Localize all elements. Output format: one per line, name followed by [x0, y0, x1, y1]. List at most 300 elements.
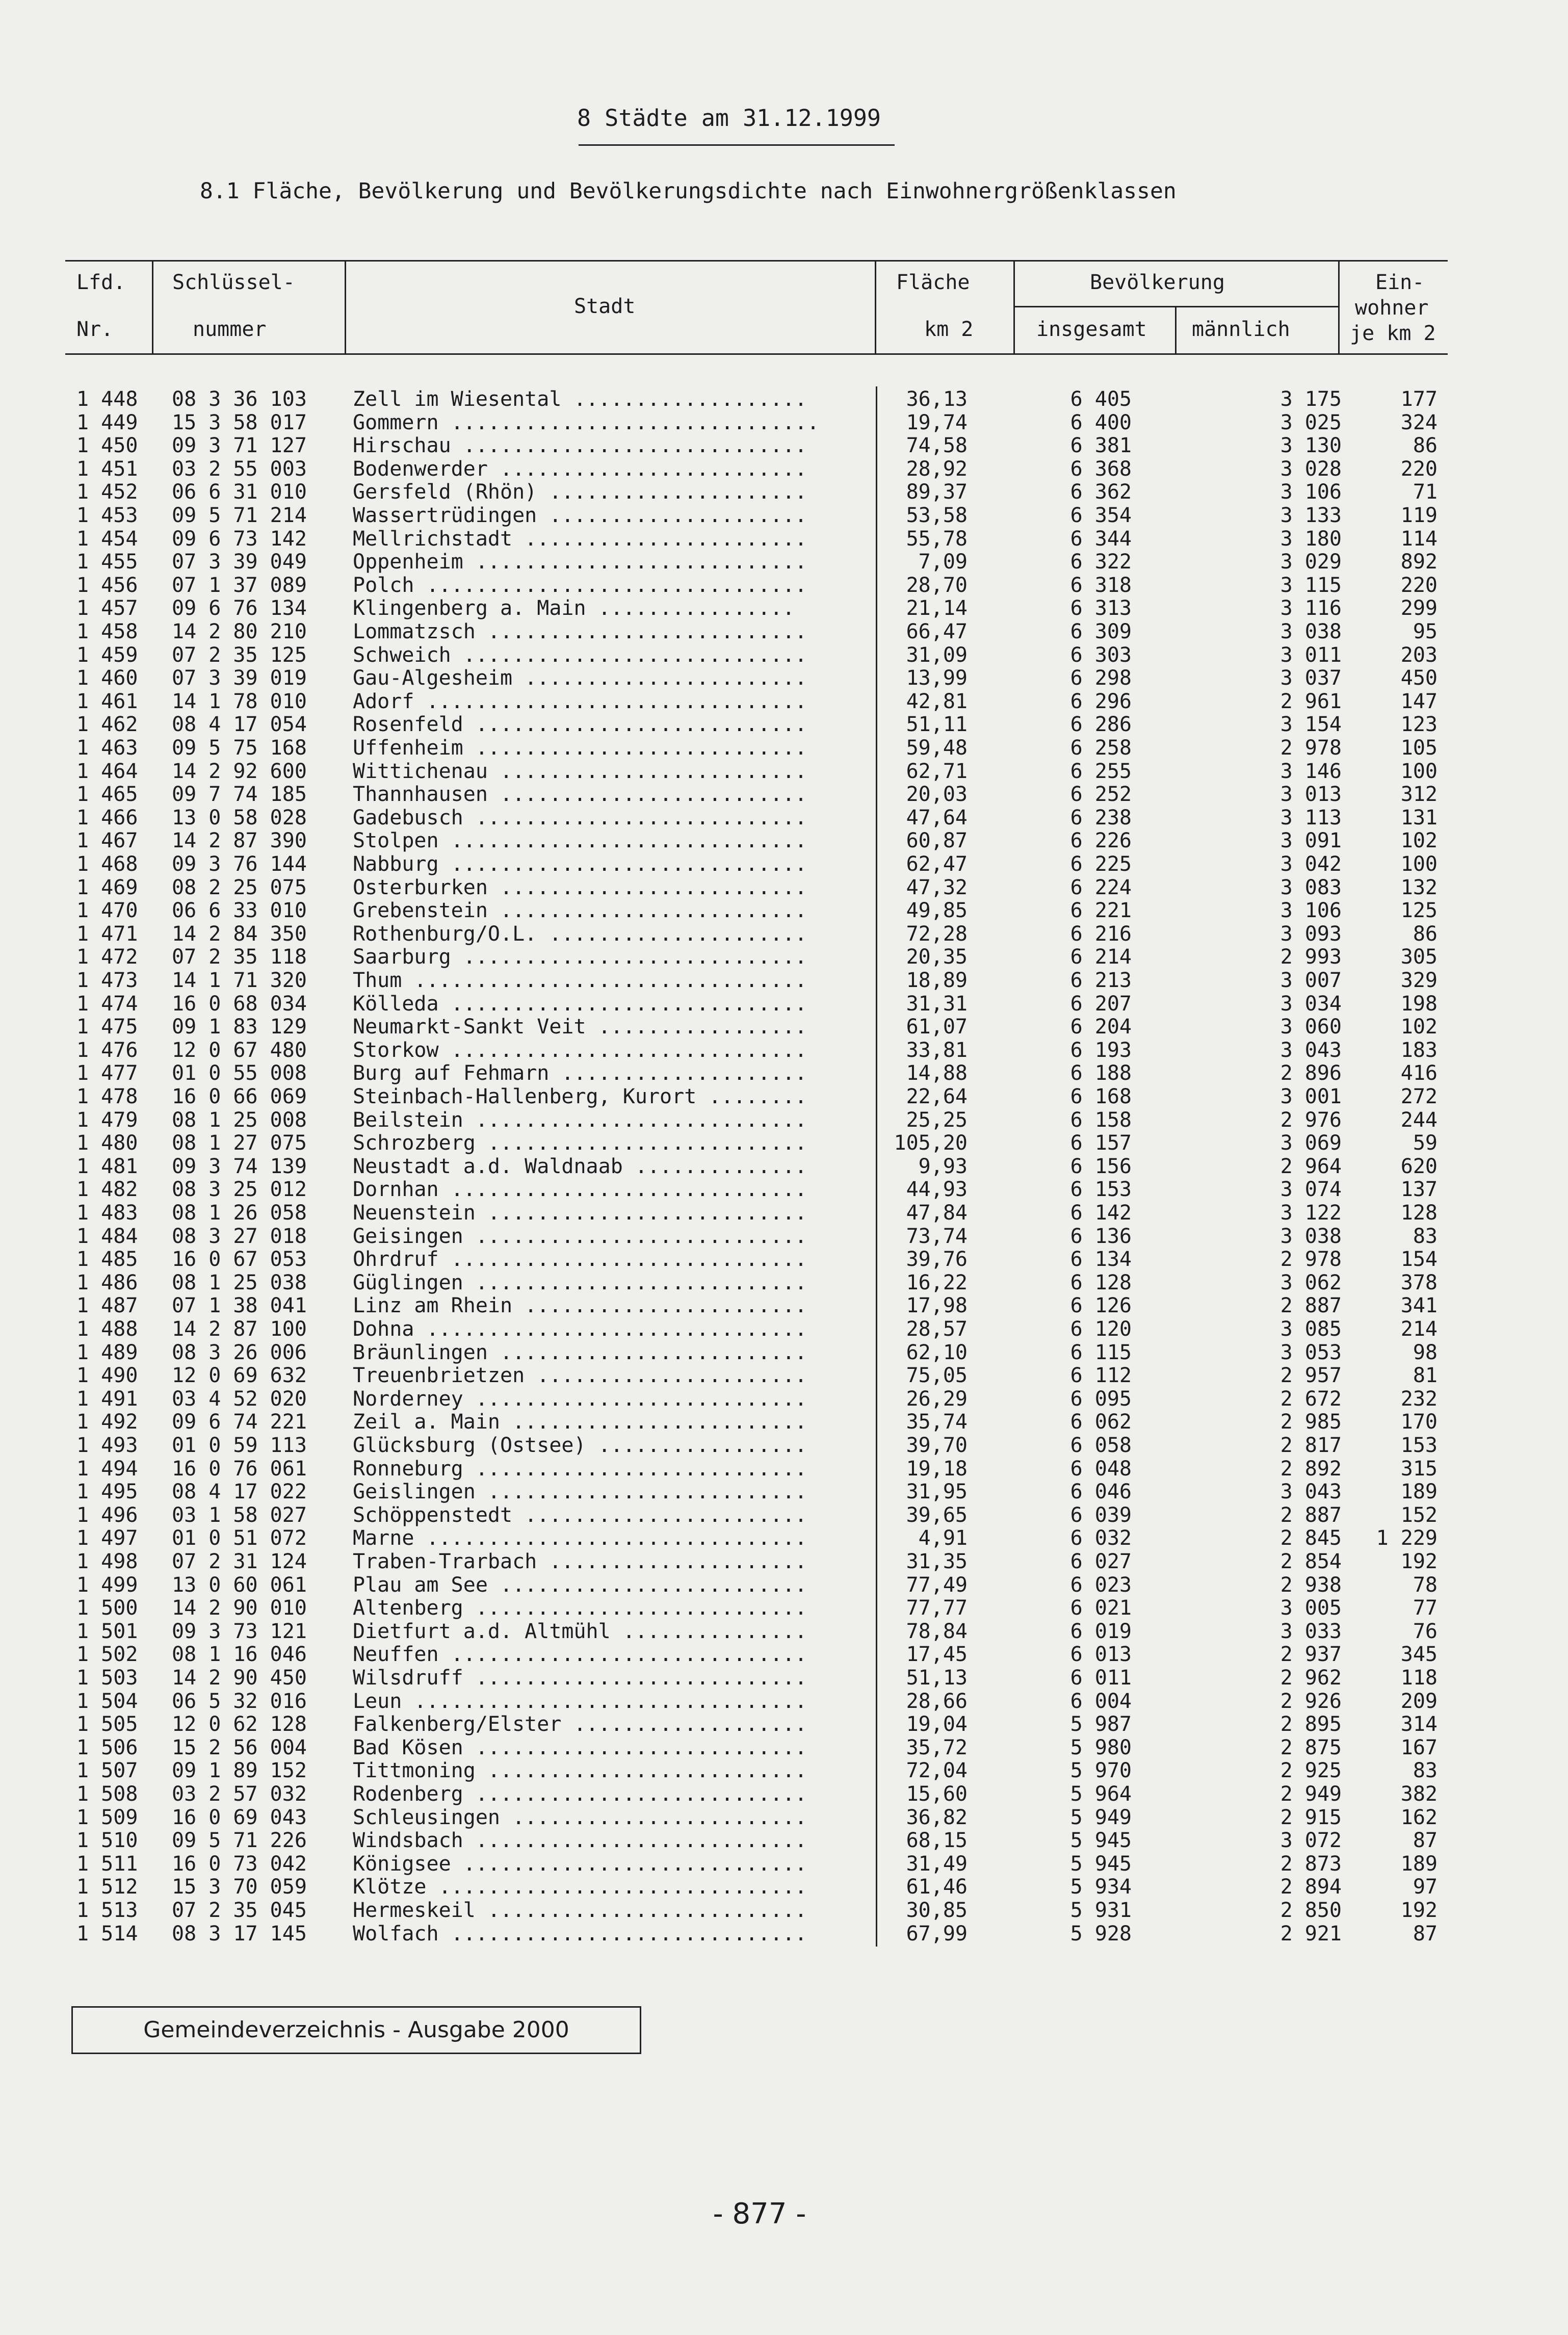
- schluessel-cell: 08 4 17 022: [172, 1480, 307, 1504]
- einwohner-je-km2-cell: 78: [1413, 1573, 1438, 1597]
- table-header: [65, 260, 1448, 355]
- bevoelkerung-insgesamt-cell: 6 214: [1070, 945, 1132, 969]
- lfd-nr-cell: 1 494: [76, 1457, 138, 1481]
- lfd-nr-cell: 1 484: [76, 1224, 138, 1248]
- bevoelkerung-maennlich-cell: 3 091: [1280, 829, 1342, 853]
- bevoelkerung-insgesamt-cell: 6 313: [1070, 596, 1132, 620]
- lfd-nr-cell: 1 504: [76, 1689, 138, 1713]
- schluessel-cell: 07 2 31 124: [172, 1550, 307, 1573]
- schluessel-cell: 13 0 58 028: [172, 806, 307, 829]
- einwohner-je-km2-cell: 102: [1400, 1015, 1438, 1039]
- bevoelkerung-insgesamt-cell: 6 032: [1070, 1526, 1132, 1550]
- flaeche-cell: 31,95: [906, 1480, 968, 1504]
- einwohner-je-km2-cell: 189: [1400, 1852, 1438, 1876]
- schluessel-cell: 16 0 76 061: [172, 1457, 307, 1481]
- einwohner-je-km2-cell: 71: [1413, 480, 1438, 504]
- schluessel-cell: 08 1 27 075: [172, 1131, 307, 1155]
- schluessel-cell: 08 3 26 006: [172, 1340, 307, 1364]
- flaeche-cell: 66,47: [906, 620, 968, 643]
- stadt-cell: Gommern ..............................: [353, 410, 820, 434]
- stadt-cell: Wolfach .............................: [353, 1922, 807, 1945]
- lfd-nr-cell: 1 495: [76, 1480, 138, 1504]
- table-row: [0, 1526, 1568, 1550]
- flaeche-cell: 89,37: [906, 480, 968, 504]
- bevoelkerung-maennlich-cell: 2 925: [1280, 1759, 1342, 1783]
- einwohner-je-km2-cell: 244: [1400, 1108, 1438, 1132]
- header-divider: [1338, 262, 1340, 353]
- lfd-nr-cell: 1 459: [76, 643, 138, 667]
- flaeche-cell: 75,05: [906, 1364, 968, 1388]
- schluessel-cell: 01 0 55 008: [172, 1061, 307, 1085]
- flaeche-cell: 47,32: [906, 875, 968, 899]
- lfd-nr-cell: 1 501: [76, 1619, 138, 1643]
- bevoelkerung-maennlich-cell: 2 915: [1280, 1805, 1342, 1829]
- flaeche-cell: 36,82: [906, 1805, 968, 1829]
- bevoelkerung-maennlich-cell: 3 060: [1280, 1015, 1342, 1039]
- stadt-cell: Uffenheim ...........................: [353, 736, 807, 760]
- flaeche-cell: 31,09: [906, 643, 968, 667]
- bevoelkerung-insgesamt-cell: 6 046: [1070, 1480, 1132, 1504]
- bevoelkerung-maennlich-cell: 3 043: [1280, 1480, 1342, 1504]
- bevoelkerung-maennlich-cell: 2 938: [1280, 1573, 1342, 1597]
- bevoelkerung-maennlich-cell: 3 093: [1280, 922, 1342, 946]
- bevoelkerung-insgesamt-cell: 6 213: [1070, 969, 1132, 992]
- schluessel-cell: 08 1 16 046: [172, 1643, 307, 1667]
- einwohner-je-km2-cell: 100: [1400, 759, 1438, 783]
- bevoelkerung-maennlich-cell: 3 146: [1280, 759, 1342, 783]
- bevoelkerung-insgesamt-cell: 6 318: [1070, 573, 1132, 597]
- bevoelkerung-maennlich-cell: 2 949: [1280, 1782, 1342, 1806]
- stadt-cell: Thum ................................: [353, 969, 807, 992]
- flaeche-cell: 9,93: [918, 1154, 968, 1178]
- lfd-nr-cell: 1 498: [76, 1550, 138, 1573]
- stadt-cell: Steinbach-Hallenberg, Kurort ........: [353, 1085, 807, 1108]
- schluessel-cell: 14 2 87 390: [172, 829, 307, 853]
- schluessel-cell: 15 3 70 059: [172, 1875, 307, 1899]
- schluessel-cell: 08 1 25 008: [172, 1108, 307, 1132]
- lfd-nr-cell: 1 487: [76, 1294, 138, 1318]
- table-row: [0, 1713, 1568, 1736]
- lfd-nr-cell: 1 457: [76, 596, 138, 620]
- flaeche-cell: 72,04: [906, 1759, 968, 1783]
- schluessel-cell: 09 5 71 214: [172, 504, 307, 527]
- table-row: [0, 574, 1568, 597]
- bevoelkerung-insgesamt-cell: 6 224: [1070, 875, 1132, 899]
- table-row: [0, 1852, 1568, 1876]
- bevoelkerung-maennlich-cell: 3 053: [1280, 1340, 1342, 1364]
- bevoelkerung-insgesamt-cell: 6 156: [1070, 1154, 1132, 1178]
- lfd-nr-cell: 1 476: [76, 1038, 138, 1062]
- table-row: [0, 666, 1568, 690]
- title-underline: [579, 144, 895, 146]
- schluessel-cell: 09 6 76 134: [172, 596, 307, 620]
- bevoelkerung-maennlich-cell: 2 817: [1280, 1434, 1342, 1457]
- schluessel-cell: 08 3 25 012: [172, 1178, 307, 1202]
- stadt-cell: Lommatzsch ..........................: [353, 620, 807, 643]
- bevoelkerung-insgesamt-cell: 6 193: [1070, 1038, 1132, 1062]
- flaeche-cell: 53,58: [906, 504, 968, 527]
- schluessel-cell: 09 1 89 152: [172, 1759, 307, 1783]
- lfd-nr-cell: 1 514: [76, 1922, 138, 1945]
- schluessel-cell: 14 2 90 010: [172, 1596, 307, 1620]
- bevoelkerung-insgesamt-cell: 6 120: [1070, 1317, 1132, 1341]
- bevoelkerung-maennlich-cell: 2 892: [1280, 1457, 1342, 1481]
- table-row: [0, 1457, 1568, 1481]
- bevoelkerung-maennlich-cell: 2 978: [1280, 1248, 1342, 1272]
- bevoelkerung-insgesamt-cell: 5 945: [1070, 1829, 1132, 1853]
- lfd-nr-cell: 1 512: [76, 1875, 138, 1899]
- stadt-cell: Osterburken .........................: [353, 875, 807, 899]
- schluessel-cell: 12 0 67 480: [172, 1038, 307, 1062]
- table-row: [0, 992, 1568, 1016]
- header-bevoelkerung: Bevölkerung: [1090, 271, 1225, 294]
- stadt-cell: Traben-Trarbach .....................: [353, 1550, 807, 1573]
- flaeche-cell: 7,09: [918, 550, 968, 574]
- table-row: [0, 1480, 1568, 1503]
- lfd-nr-cell: 1 513: [76, 1899, 138, 1922]
- table-row: [0, 852, 1568, 876]
- bevoelkerung-insgesamt-cell: 6 322: [1070, 550, 1132, 574]
- flaeche-cell: 14,88: [906, 1061, 968, 1085]
- table-row: [0, 1248, 1568, 1271]
- einwohner-je-km2-cell: 892: [1400, 550, 1438, 574]
- stadt-cell: Gadebusch ...........................: [353, 806, 807, 829]
- lfd-nr-cell: 1 500: [76, 1596, 138, 1620]
- table-row: [0, 876, 1568, 899]
- schluessel-cell: 12 0 62 128: [172, 1713, 307, 1736]
- bevoelkerung-insgesamt-cell: 5 945: [1070, 1852, 1132, 1876]
- table-row: [0, 1596, 1568, 1620]
- flaeche-cell: 15,60: [906, 1782, 968, 1806]
- schluessel-cell: 06 6 31 010: [172, 480, 307, 504]
- table-row: [0, 1899, 1568, 1922]
- bevoelkerung-maennlich-cell: 3 085: [1280, 1317, 1342, 1341]
- bevoelkerung-insgesamt-cell: 5 964: [1070, 1782, 1132, 1806]
- schluessel-cell: 09 5 75 168: [172, 736, 307, 760]
- einwohner-je-km2-cell: 341: [1400, 1294, 1438, 1318]
- flaeche-cell: 19,74: [906, 410, 968, 434]
- stadt-cell: Stolpen .............................: [353, 829, 807, 853]
- lfd-nr-cell: 1 454: [76, 527, 138, 551]
- einwohner-je-km2-cell: 102: [1400, 829, 1438, 853]
- table-row: [0, 899, 1568, 922]
- lfd-nr-cell: 1 505: [76, 1713, 138, 1736]
- lfd-nr-cell: 1 480: [76, 1131, 138, 1155]
- bevoelkerung-maennlich-cell: 3 028: [1280, 457, 1342, 481]
- bevoelkerung-maennlich-cell: 3 062: [1280, 1270, 1342, 1294]
- bevoelkerung-maennlich-cell: 2 921: [1280, 1922, 1342, 1945]
- einwohner-je-km2-cell: 59: [1413, 1131, 1438, 1155]
- bevoelkerung-insgesamt-cell: 6 158: [1070, 1108, 1132, 1132]
- table-row: [0, 1550, 1568, 1573]
- lfd-nr-cell: 1 448: [76, 387, 138, 411]
- einwohner-je-km2-cell: 125: [1400, 899, 1438, 923]
- bevoelkerung-insgesamt-cell: 6 216: [1070, 922, 1132, 946]
- bevoelkerung-insgesamt-cell: 6 011: [1070, 1666, 1132, 1690]
- bevoelkerung-insgesamt-cell: 6 153: [1070, 1178, 1132, 1202]
- bevoelkerung-insgesamt-cell: 6 255: [1070, 759, 1132, 783]
- table-row: [0, 1922, 1568, 1945]
- einwohner-je-km2-cell: 220: [1400, 457, 1438, 481]
- lfd-nr-cell: 1 451: [76, 457, 138, 481]
- stadt-cell: Rothenburg/O.L. .....................: [353, 922, 807, 946]
- einwohner-je-km2-cell: 220: [1400, 573, 1438, 597]
- lfd-nr-cell: 1 455: [76, 550, 138, 574]
- schluessel-cell: 03 1 58 027: [172, 1503, 307, 1527]
- flaeche-cell: 21,14: [906, 596, 968, 620]
- flaeche-cell: 73,74: [906, 1224, 968, 1248]
- header-divider: [152, 262, 153, 353]
- lfd-nr-cell: 1 453: [76, 504, 138, 527]
- table-row: [0, 806, 1568, 829]
- stadt-cell: Gau-Algesheim .......................: [353, 666, 807, 690]
- einwohner-je-km2-cell: 324: [1400, 410, 1438, 434]
- stadt-cell: Wilsdruff ...........................: [353, 1666, 807, 1690]
- bevoelkerung-maennlich-cell: 3 034: [1280, 992, 1342, 1016]
- lfd-nr-cell: 1 489: [76, 1340, 138, 1364]
- einwohner-je-km2-cell: 177: [1400, 387, 1438, 411]
- einwohner-je-km2-cell: 192: [1400, 1899, 1438, 1922]
- schluessel-cell: 07 3 39 049: [172, 550, 307, 574]
- bevoelkerung-insgesamt-cell: 6 142: [1070, 1201, 1132, 1225]
- bevoelkerung-maennlich-cell: 2 926: [1280, 1689, 1342, 1713]
- schluessel-cell: 09 7 74 185: [172, 783, 307, 807]
- stadt-cell: Mellrichstadt .......................: [353, 527, 807, 551]
- stadt-cell: Marne ...............................: [353, 1526, 807, 1550]
- bevoelkerung-maennlich-cell: 2 894: [1280, 1875, 1342, 1899]
- schluessel-cell: 08 2 25 075: [172, 875, 307, 899]
- bevoelkerung-insgesamt-cell: 6 252: [1070, 783, 1132, 807]
- flaeche-cell: 31,35: [906, 1550, 968, 1573]
- bevoelkerung-insgesamt-cell: 5 980: [1070, 1735, 1132, 1759]
- header-divider: [875, 262, 876, 353]
- bevoelkerung-insgesamt-cell: 6 126: [1070, 1294, 1132, 1318]
- flaeche-cell: 42,81: [906, 689, 968, 713]
- bevoelkerung-maennlich-cell: 2 875: [1280, 1735, 1342, 1759]
- stadt-cell: Bad Kösen ...........................: [353, 1735, 807, 1759]
- bevoelkerung-maennlich-cell: 2 887: [1280, 1503, 1342, 1527]
- stadt-cell: Güglingen ...........................: [353, 1270, 807, 1294]
- header-schluessel: Schlüssel-: [172, 271, 295, 294]
- einwohner-je-km2-cell: 119: [1400, 504, 1438, 527]
- einwohner-je-km2-cell: 118: [1400, 1666, 1438, 1690]
- bevoelkerung-maennlich-cell: 3 154: [1280, 713, 1342, 737]
- bevoelkerung-insgesamt-cell: 6 134: [1070, 1248, 1132, 1272]
- header-divider: [345, 262, 346, 353]
- lfd-nr-cell: 1 490: [76, 1364, 138, 1388]
- footer-label: Gemeindeverzeichnis - Ausgabe 2000: [143, 2017, 569, 2043]
- flaeche-cell: 22,64: [906, 1085, 968, 1108]
- table-row: [0, 1806, 1568, 1829]
- einwohner-je-km2-cell: 83: [1413, 1224, 1438, 1248]
- flaeche-cell: 51,13: [906, 1666, 968, 1690]
- stadt-cell: Beilstein ...........................: [353, 1108, 807, 1132]
- einwohner-je-km2-cell: 189: [1400, 1480, 1438, 1504]
- page-number: - 877 -: [713, 2197, 806, 2230]
- stadt-cell: Kölleda .............................: [353, 992, 807, 1016]
- schluessel-cell: 16 0 73 042: [172, 1852, 307, 1876]
- stadt-cell: Saarburg ............................: [353, 945, 807, 969]
- schluessel-cell: 07 2 35 118: [172, 945, 307, 969]
- einwohner-je-km2-cell: 128: [1400, 1201, 1438, 1225]
- einwohner-je-km2-cell: 76: [1413, 1619, 1438, 1643]
- stadt-cell: Grebenstein .........................: [353, 899, 807, 923]
- bevoelkerung-insgesamt-cell: 6 019: [1070, 1619, 1132, 1643]
- stadt-cell: Storkow .............................: [353, 1038, 807, 1062]
- stadt-cell: Glücksburg (Ostsee) .................: [353, 1434, 807, 1457]
- bevoelkerung-insgesamt-cell: 5 928: [1070, 1922, 1132, 1945]
- table-row: [0, 1410, 1568, 1434]
- table-row: [0, 434, 1568, 457]
- stadt-cell: Zeil a. Main ........................: [353, 1410, 807, 1434]
- einwohner-je-km2-cell: 232: [1400, 1387, 1438, 1411]
- einwohner-je-km2-cell: 105: [1400, 736, 1438, 760]
- einwohner-je-km2-cell: 167: [1400, 1735, 1438, 1759]
- bevoelkerung-maennlich-cell: 2 873: [1280, 1852, 1342, 1876]
- flaeche-cell: 28,57: [906, 1317, 968, 1341]
- bevoelkerung-maennlich-cell: 3 074: [1280, 1178, 1342, 1202]
- einwohner-je-km2-cell: 315: [1400, 1457, 1438, 1481]
- bevoelkerung-maennlich-cell: 3 116: [1280, 596, 1342, 620]
- stadt-cell: Geislingen ..........................: [353, 1480, 807, 1504]
- bevoelkerung-insgesamt-cell: 6 062: [1070, 1410, 1132, 1434]
- table-row: [0, 387, 1568, 411]
- bevoelkerung-insgesamt-cell: 6 344: [1070, 527, 1132, 551]
- flaeche-cell: 19,18: [906, 1457, 968, 1481]
- header-km2: km 2: [924, 318, 974, 341]
- flaeche-cell: 39,76: [906, 1248, 968, 1272]
- table-row: [0, 1736, 1568, 1759]
- bevoelkerung-maennlich-cell: 3 013: [1280, 783, 1342, 807]
- table-row: [0, 1015, 1568, 1039]
- table-row: [0, 411, 1568, 434]
- header-ein: Ein-: [1375, 271, 1425, 294]
- schluessel-cell: 13 0 60 061: [172, 1573, 307, 1597]
- einwohner-je-km2-cell: 100: [1400, 852, 1438, 876]
- table-row: [0, 1387, 1568, 1411]
- bevoelkerung-insgesamt-cell: 6 128: [1070, 1270, 1132, 1294]
- stadt-cell: Dornhan .............................: [353, 1178, 807, 1202]
- lfd-nr-cell: 1 472: [76, 945, 138, 969]
- bevoelkerung-maennlich-cell: 3 130: [1280, 434, 1342, 458]
- einwohner-je-km2-cell: 137: [1400, 1178, 1438, 1202]
- bevoelkerung-insgesamt-cell: 6 095: [1070, 1387, 1132, 1411]
- lfd-nr-cell: 1 467: [76, 829, 138, 853]
- header-lfd: Lfd.: [76, 271, 126, 294]
- bevoelkerung-maennlich-cell: 3 001: [1280, 1085, 1342, 1108]
- einwohner-je-km2-cell: 81: [1413, 1364, 1438, 1388]
- stadt-cell: Oppenheim ...........................: [353, 550, 807, 574]
- einwohner-je-km2-cell: 312: [1400, 783, 1438, 807]
- bevoelkerung-insgesamt-cell: 6 303: [1070, 643, 1132, 667]
- lfd-nr-cell: 1 481: [76, 1154, 138, 1178]
- bevoelkerung-maennlich-cell: 2 895: [1280, 1713, 1342, 1736]
- einwohner-je-km2-cell: 299: [1400, 596, 1438, 620]
- bevoelkerung-maennlich-cell: 3 037: [1280, 666, 1342, 690]
- flaeche-cell: 61,07: [906, 1015, 968, 1039]
- lfd-nr-cell: 1 483: [76, 1201, 138, 1225]
- einwohner-je-km2-cell: 132: [1400, 875, 1438, 899]
- bevoelkerung-insgesamt-cell: 6 157: [1070, 1131, 1132, 1155]
- table-row: [0, 1690, 1568, 1713]
- bevoelkerung-insgesamt-cell: 6 136: [1070, 1224, 1132, 1248]
- einwohner-je-km2-cell: 1 229: [1376, 1526, 1438, 1550]
- flaeche-cell: 28,66: [906, 1689, 968, 1713]
- lfd-nr-cell: 1 508: [76, 1782, 138, 1806]
- bevoelkerung-maennlich-cell: 2 962: [1280, 1666, 1342, 1690]
- bevoelkerung-insgesamt-cell: 6 112: [1070, 1364, 1132, 1388]
- table-row: [0, 783, 1568, 806]
- einwohner-je-km2-cell: 95: [1413, 620, 1438, 643]
- flaeche-cell: 51,11: [906, 713, 968, 737]
- stadt-cell: Wittichenau .........................: [353, 759, 807, 783]
- schluessel-cell: 07 3 39 019: [172, 666, 307, 690]
- stadt-cell: Ronneburg ...........................: [353, 1457, 807, 1481]
- lfd-nr-cell: 1 475: [76, 1015, 138, 1039]
- bevoelkerung-insgesamt-cell: 6 204: [1070, 1015, 1132, 1039]
- bevoelkerung-maennlich-cell: 2 672: [1280, 1387, 1342, 1411]
- flaeche-cell: 36,13: [906, 387, 968, 411]
- flaeche-cell: 20,03: [906, 783, 968, 807]
- stadt-cell: Ohrdruf .............................: [353, 1248, 807, 1272]
- table-row: [0, 690, 1568, 713]
- table-row: [0, 1782, 1568, 1806]
- einwohner-je-km2-cell: 203: [1400, 643, 1438, 667]
- schluessel-cell: 14 2 90 450: [172, 1666, 307, 1690]
- schluessel-cell: 08 1 25 038: [172, 1270, 307, 1294]
- table-row: [0, 480, 1568, 504]
- flaeche-cell: 62,71: [906, 759, 968, 783]
- schluessel-cell: 08 3 36 103: [172, 387, 307, 411]
- einwohner-je-km2-cell: 162: [1400, 1805, 1438, 1829]
- schluessel-cell: 08 3 27 018: [172, 1224, 307, 1248]
- table-row: [0, 1829, 1568, 1852]
- bevoelkerung-insgesamt-cell: 6 400: [1070, 410, 1132, 434]
- table-row: [0, 643, 1568, 667]
- stadt-cell: Tittmoning ..........................: [353, 1759, 807, 1783]
- bevoelkerung-insgesamt-cell: 6 309: [1070, 620, 1132, 643]
- flaeche-cell: 20,35: [906, 945, 968, 969]
- bevoelkerung-maennlich-cell: 3 180: [1280, 527, 1342, 551]
- lfd-nr-cell: 1 492: [76, 1410, 138, 1434]
- stadt-cell: Wassertrüdingen .....................: [353, 504, 807, 527]
- einwohner-je-km2-cell: 183: [1400, 1038, 1438, 1062]
- stadt-cell: Altenberg ...........................: [353, 1596, 807, 1620]
- schluessel-cell: 08 4 17 054: [172, 713, 307, 737]
- schluessel-cell: 09 3 73 121: [172, 1619, 307, 1643]
- schluessel-cell: 14 2 84 350: [172, 922, 307, 946]
- bevoelkerung-insgesamt-cell: 6 027: [1070, 1550, 1132, 1573]
- stadt-cell: Königsee ............................: [353, 1852, 807, 1876]
- bevoelkerung-maennlich-cell: 2 845: [1280, 1526, 1342, 1550]
- schluessel-cell: 09 3 74 139: [172, 1154, 307, 1178]
- table-row: [0, 829, 1568, 852]
- lfd-nr-cell: 1 469: [76, 875, 138, 899]
- bevoelkerung-insgesamt-cell: 5 934: [1070, 1875, 1132, 1899]
- header-nr: Nr.: [76, 318, 114, 341]
- schluessel-cell: 09 6 73 142: [172, 527, 307, 551]
- table-row: [0, 620, 1568, 643]
- bevoelkerung-maennlich-cell: 3 025: [1280, 410, 1342, 434]
- lfd-nr-cell: 1 473: [76, 969, 138, 992]
- flaeche-cell: 28,92: [906, 457, 968, 481]
- schluessel-cell: 14 1 78 010: [172, 689, 307, 713]
- flaeche-cell: 78,84: [906, 1619, 968, 1643]
- table-row: [0, 457, 1568, 481]
- table-row: [0, 760, 1568, 783]
- table-row: [0, 713, 1568, 736]
- bevoelkerung-insgesamt-cell: 6 021: [1070, 1596, 1132, 1620]
